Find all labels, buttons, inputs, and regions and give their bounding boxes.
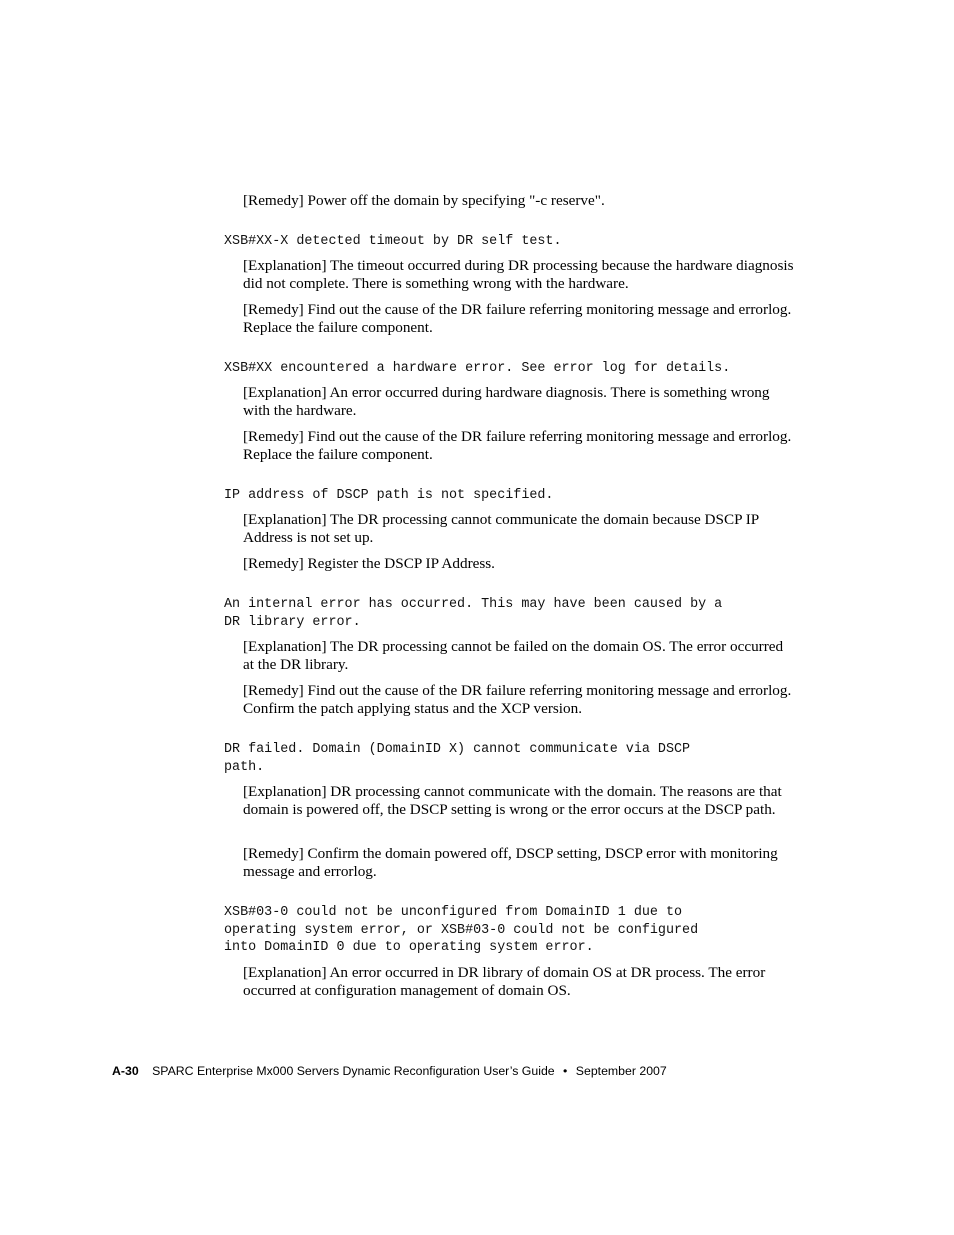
error-message: IP address of DSCP path is not specified. <box>224 488 554 503</box>
explanation-text: [Explanation] An error occurred in DR library of domain OS at DR process. The error occurred at configuration management of domain OS. <box>243 964 766 999</box>
remedy-text: [Remedy] Power off the domain by specifying "-c reserve". <box>243 192 605 209</box>
error-message: XSB#03-0 could not be unconfigured from DomainID 1 due to operating system error, or XSB#03-0 could not be configured into DomainID 0 due to operating system error. <box>224 905 699 956</box>
error-message: DR failed. Domain (DomainID X) cannot communicate via DSCP path. <box>224 742 691 775</box>
remedy-text: [Remedy] Register the DSCP IP Address. <box>243 555 495 572</box>
explanation-text: [Explanation] The timeout occurred during DR processing because the hardware diagnosis did not complete. There is something wrong with the hardware. <box>243 257 794 292</box>
footer-separator: • <box>563 1064 568 1078</box>
document-title: SPARC Enterprise Mx000 Servers Dynamic Reconfiguration User’s Guide <box>152 1064 555 1078</box>
explanation-text: [Explanation] An error occurred during hardware diagnosis. There is something wrong with the hardware. <box>243 384 770 419</box>
error-message: An internal error has occurred. This may have been caused by a DR library error. <box>224 597 723 630</box>
page-number: A-30 <box>112 1064 139 1078</box>
explanation-text: [Explanation] The DR processing cannot communicate the domain because DSCP IP Address is not set up. <box>243 511 759 546</box>
explanation-text: [Explanation] The DR processing cannot be failed on the domain OS. The error occurred at the DR library. <box>243 638 784 673</box>
error-message: XSB#XX encountered a hardware error. See error log for details. <box>224 361 731 376</box>
error-message: XSB#XX-X detected timeout by DR self test. <box>224 234 562 249</box>
explanation-text: [Explanation] DR processing cannot communicate with the domain. The reasons are that domain is powered off, the DSCP setting is wrong or the error occurs at the DSCP path. <box>243 783 782 818</box>
remedy-text: [Remedy] Find out the cause of the DR failure referring monitoring message and errorlog. Replace the failure component. <box>243 301 792 336</box>
page-footer <box>112 1063 667 1079</box>
document-date: September 2007 <box>575 1064 667 1078</box>
remedy-text: [Remedy] Find out the cause of the DR failure referring monitoring message and errorlog. Replace the failure component. <box>243 428 792 463</box>
remedy-text: [Remedy] Find out the cause of the DR failure referring monitoring message and errorlog. Confirm the patch applying status and the XCP version. <box>243 682 792 717</box>
remedy-text: [Remedy] Confirm the domain powered off, DSCP setting, DSCP error with monitoring message and errorlog. <box>243 845 778 880</box>
